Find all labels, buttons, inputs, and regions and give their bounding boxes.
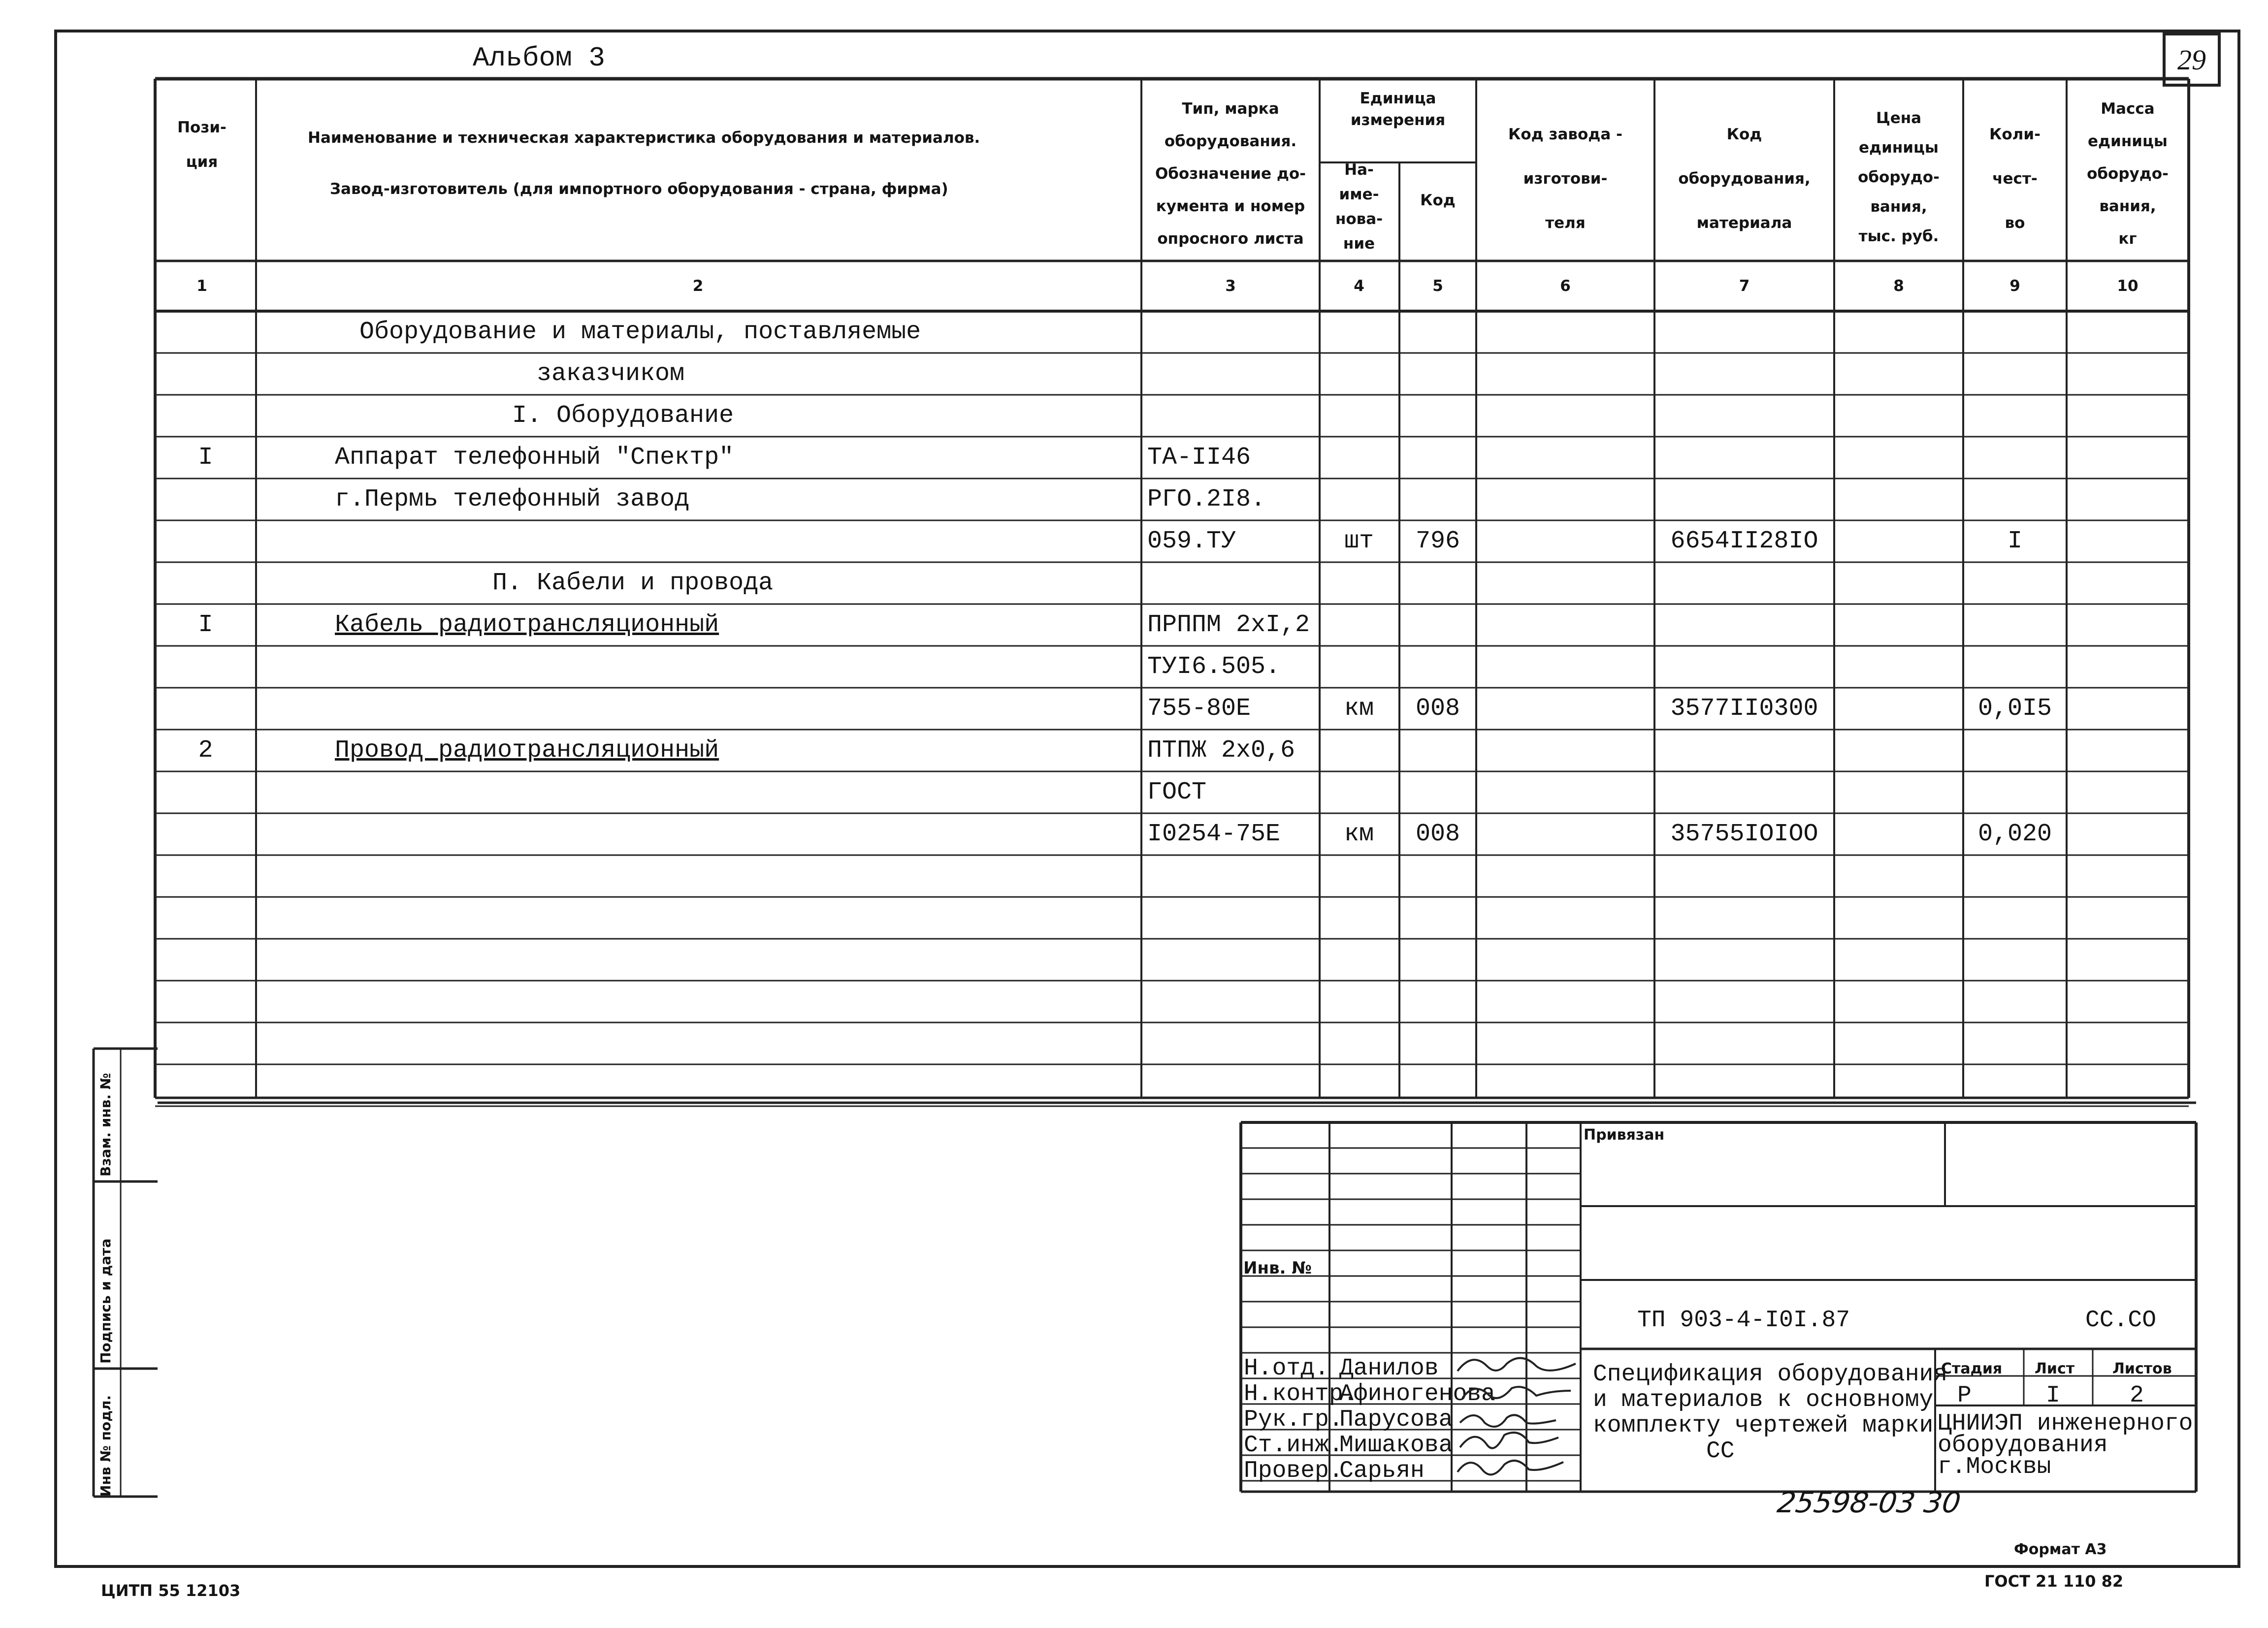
signature-4	[1460, 1433, 1558, 1448]
gost-label: ГОСТ 21 110 82	[1984, 1572, 2124, 1591]
page-number: 29	[2163, 32, 2221, 87]
stamp-person: Данилов	[1339, 1355, 1439, 1382]
cell-type: ПТПЖ 2х0,6	[1147, 736, 1296, 765]
cell-code: 796	[1415, 527, 1460, 555]
stamp-role: Н.контр.	[1244, 1381, 1358, 1407]
cell-equip: 3577II0300	[1670, 695, 1818, 723]
cell-name: Провод радиотрансляционный	[335, 736, 719, 765]
header-unit-code: Код	[1420, 192, 1456, 209]
cell-unit: км	[1344, 695, 1374, 723]
cell-type: 059.ТУ	[1147, 527, 1236, 555]
stamp-tied-label: Привязан	[1584, 1126, 1665, 1144]
col-number: 10	[2117, 277, 2138, 295]
stamp-organization: ЦНИИЭП инженерного оборудования г.Москвы	[1938, 1410, 2193, 1480]
col-number: 3	[1225, 277, 1236, 295]
cell-type: I0254-75Е	[1147, 820, 1281, 848]
cell-name: Аппарат телефонный "Спектр"	[335, 444, 734, 472]
header-unit-group: Единица измерения	[1350, 90, 1446, 129]
col-number: 9	[2009, 277, 2020, 295]
col-number: 7	[1739, 277, 1750, 295]
cell-equip: 35755IOIOO	[1670, 820, 1818, 848]
stamp-stage: Р	[1957, 1382, 1972, 1409]
cell-type: ПРППМ 2хI,2	[1147, 611, 1310, 639]
album-label: Альбом 3	[473, 42, 605, 74]
cell-equip: 6654II28IO	[1670, 527, 1818, 555]
stamp-sheet-label: Лист	[2035, 1360, 2075, 1377]
stamp-title: Спецификация оборудования и материалов к основному комплекту чертежей марки СС	[1593, 1361, 1948, 1465]
header-price: Цена единицы оборудо- вания, тыс. руб.	[1858, 109, 1940, 245]
header-type: Тип, марка оборудования. Обозначение до- кумента и номер опросного листа	[1155, 100, 1306, 248]
stamp-person: Мишакова	[1339, 1432, 1453, 1459]
stamp-role: Ст.инж.	[1244, 1432, 1343, 1459]
cell-name: I. Оборудование	[512, 402, 734, 430]
side-label-replaced: Взам. инв. №	[97, 1073, 114, 1177]
col-number: 6	[1560, 277, 1571, 295]
cell-name: г.Пермь телефонный завод	[335, 485, 690, 513]
cell-unit: шт	[1344, 527, 1374, 555]
stamp-role: Провер.	[1244, 1458, 1343, 1484]
col-number: 4	[1354, 277, 1364, 295]
handwritten-number: 25598-03 30	[1775, 1486, 1963, 1519]
stamp-inv-label: Инв. №	[1243, 1258, 1312, 1278]
cell-qty: I	[2007, 527, 2022, 555]
header-mass: Масса единицы оборудо- вания, кг	[2087, 100, 2169, 248]
cell-name: заказчиком	[537, 360, 685, 388]
side-label-inv: Инв № подл.	[97, 1395, 114, 1497]
stamp-mark: СС.СО	[2085, 1307, 2157, 1334]
cell-type: ТУI6.505.	[1147, 653, 1281, 681]
stamp-person: Афиногенова	[1339, 1381, 1495, 1407]
cell-code: 008	[1415, 695, 1460, 723]
header-name-line1: Наименование и техническая характеристика оборудования и материалов.	[308, 129, 980, 147]
side-label-signature: Подпись и дата	[97, 1238, 114, 1364]
header-position: Пози- ция	[177, 119, 227, 171]
stamp-role: Рук.гр.	[1244, 1406, 1343, 1433]
cell-name: П. Кабели и провода	[492, 569, 774, 597]
signature-3	[1460, 1415, 1556, 1427]
cell-type: ГОСТ	[1147, 778, 1207, 806]
cell-pos: I	[198, 444, 213, 472]
col-number: 1	[196, 277, 207, 295]
cell-type: РГО.2I8.	[1147, 485, 1266, 513]
stamp-doc-code: ТП 903-4-I0I.87	[1637, 1307, 1850, 1334]
cell-pos: I	[198, 611, 213, 639]
stamp-person: Сарьян	[1339, 1458, 1425, 1484]
stamp-sheets: 2	[2130, 1382, 2144, 1409]
col-number: 5	[1432, 277, 1443, 295]
cell-pos: 2	[198, 736, 213, 765]
header-factory-code: Код завода - изготови- теля	[1508, 126, 1622, 232]
stamp-sheet: I	[2046, 1382, 2060, 1409]
stamp-sheets-label: Листов	[2112, 1360, 2172, 1377]
signature-5	[1458, 1461, 1563, 1474]
header-equipment-code: Код оборудования, материала	[1678, 126, 1811, 232]
stamp-stage-label: Стадия	[1941, 1360, 2003, 1377]
cell-qty: 0,020	[1977, 820, 2052, 848]
signatures	[1453, 1351, 1595, 1499]
format-label: Формат А3	[2014, 1541, 2107, 1558]
cell-name: Оборудование и материалы, поставляемые	[359, 318, 921, 346]
col-number: 2	[692, 277, 704, 295]
cell-code: 008	[1415, 820, 1460, 848]
stamp-role: Н.отд.	[1244, 1355, 1329, 1382]
cell-name: Кабель радиотрансляционный	[335, 611, 719, 639]
header-unit-name: На- име- нова- ние	[1335, 161, 1383, 253]
header-name-line2: Завод-изготовитель (для импортного оборудования - страна, фирма)	[330, 180, 948, 198]
col-number: 8	[1893, 277, 1904, 295]
cell-qty: 0,0I5	[1977, 695, 2052, 723]
stamp-person: Парусова	[1339, 1406, 1453, 1433]
cell-unit: км	[1344, 820, 1374, 848]
header-quantity: Коли- чест- во	[1989, 126, 2041, 232]
print-code: ЦИТП 55 12103	[101, 1581, 241, 1600]
signature-1	[1458, 1358, 1576, 1371]
cell-type: ТА-II46	[1147, 444, 1251, 472]
signature-2	[1462, 1387, 1571, 1398]
cell-type: 755-80Е	[1147, 695, 1251, 723]
